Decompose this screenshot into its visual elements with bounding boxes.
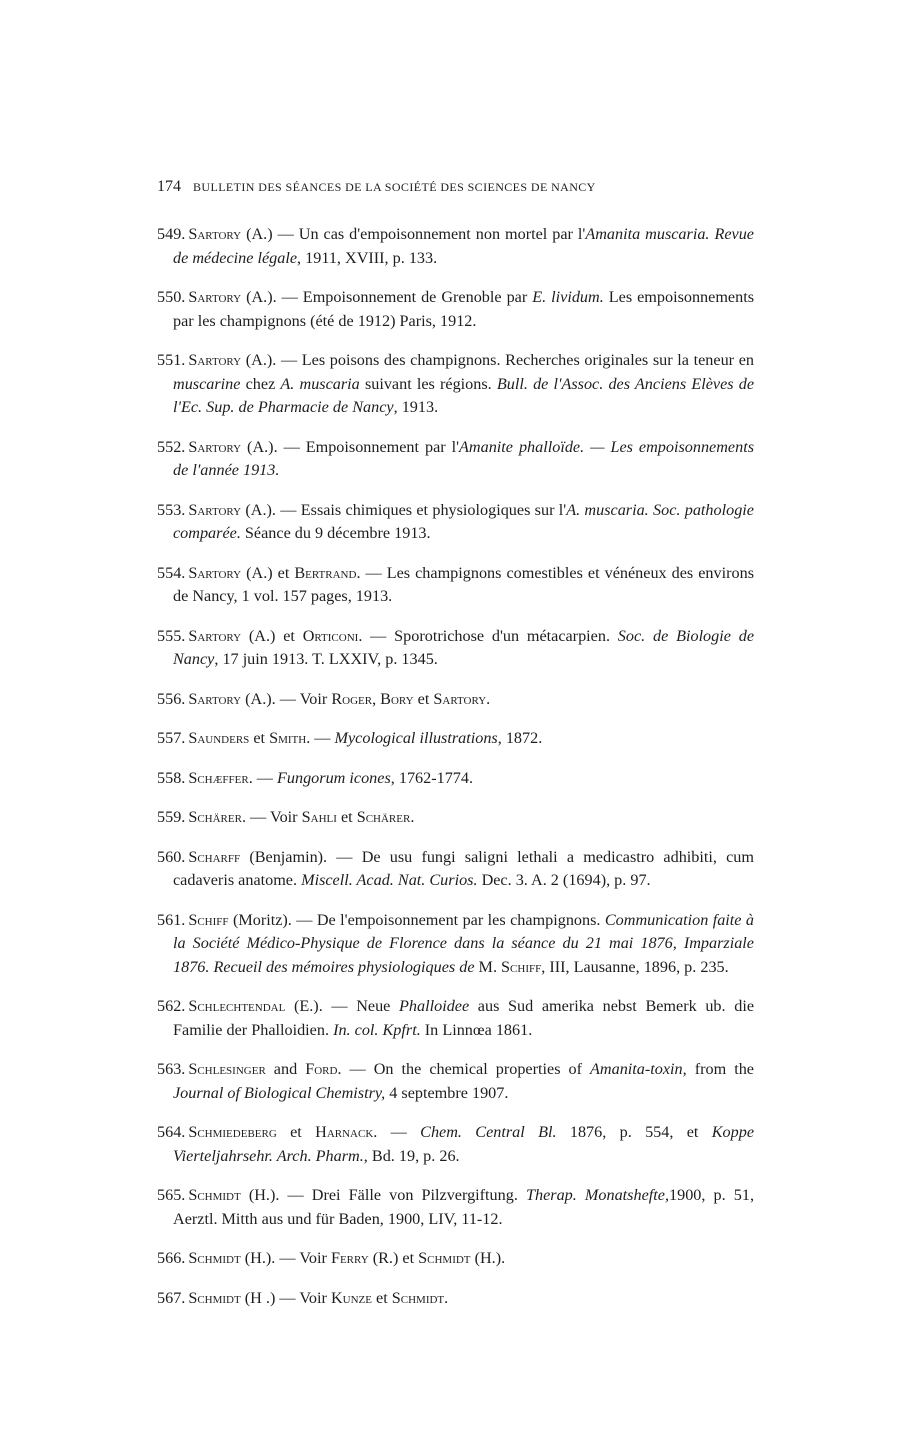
entry-text: , 1913.	[393, 398, 439, 416]
author-name: Schmidt	[188, 1249, 241, 1268]
running-title: BULLETIN DES SÉANCES DE LA SOCIÉTÉ DES SCIENCES DE NANCY	[193, 180, 596, 194]
entry-number: 553.	[157, 500, 186, 519]
author-name: Sartory	[188, 563, 242, 582]
author-name: Schmidt	[188, 1288, 241, 1307]
author-name: Sartory	[188, 500, 242, 519]
entry-number: 550.	[157, 288, 186, 307]
entry-text: (A.). — Empoisonnement par l'	[241, 437, 460, 456]
entry-text: In Linnœa 1861.	[420, 1020, 533, 1039]
bibliography-entry	[157, 1058, 754, 1105]
entry-number: 564.	[157, 1123, 186, 1142]
entry-text: 4 septembre 1907.	[385, 1083, 509, 1102]
author-name: Roger	[331, 689, 373, 708]
entry-italic-text: Fungorum icones	[277, 768, 391, 787]
author-name: Smith	[269, 729, 307, 748]
entry-italic-text: E. lividum.	[532, 288, 604, 307]
entry-italic-text: Phalloidee	[399, 997, 470, 1016]
entry-text: aus Sud amerika nebst Bemerk ub. die Familie der Phalloidien.	[173, 997, 754, 1039]
entry-text: and	[265, 1060, 306, 1079]
entry-text: (H.). — Voir	[240, 1249, 331, 1268]
author-name: Kunze	[330, 1288, 372, 1307]
author-name: Schæffer	[188, 768, 249, 787]
entry-text: . — Les champignons comestibles et vénéneux des environs de Nancy, 1 vol. 157 pages, 1913.	[173, 563, 754, 605]
author-name: Sartory	[188, 626, 242, 645]
bibliography-entry	[157, 846, 754, 893]
bibliography-entry	[157, 767, 754, 790]
entry-text: , 17 juin 1913. T. LXXIV, p. 1345.	[214, 650, 438, 668]
entry-number: 558.	[157, 768, 186, 787]
entry-text: .	[410, 808, 415, 827]
author-name: Ford	[305, 1060, 338, 1079]
bibliography-entry	[157, 727, 754, 750]
entry-text: (H.).	[470, 1249, 506, 1268]
entry-text: (A.). — Les poisons des champignons. Recherches originales sur la teneur en	[241, 351, 754, 370]
author-name: Schmiedeberg	[188, 1123, 277, 1142]
author-name: Schärer	[356, 808, 411, 827]
entry-number: 566.	[157, 1249, 186, 1268]
entry-italic-text: Amanita-toxin,	[590, 1060, 687, 1079]
entry-text: (R.) et	[368, 1249, 419, 1268]
entry-text: (Moritz). — De l'empoisonnement par les champignons.	[228, 910, 605, 929]
entry-text: , 1872.	[497, 729, 543, 748]
bibliography-entry	[157, 1184, 754, 1231]
entry-number: 556.	[157, 689, 186, 708]
entry-text: (A.). — Essais chimiques et physiologiques sur l'	[241, 500, 567, 519]
entry-text: (H .) — Voir	[240, 1288, 331, 1307]
entry-italic-text: Amanita muscaria. Revue de médecine légale	[173, 225, 754, 267]
entry-italic-text: muscarine	[173, 374, 241, 393]
entry-text: et	[276, 1123, 316, 1142]
entry-text: . —	[248, 768, 278, 787]
entry-italic-text: Mycological illustrations	[334, 729, 498, 748]
entry-italic-text: Soc. de Biologie de Nancy	[173, 626, 755, 668]
bibliography-entry	[157, 436, 754, 483]
bibliography-entry	[157, 349, 754, 419]
author-name: Sahli	[301, 808, 337, 827]
author-name: Sartory	[188, 689, 242, 708]
entry-italic-text: Koppe Vierteljahrsehr. Arch. Pharm.	[173, 1123, 755, 1165]
entry-text: et	[413, 689, 434, 708]
entry-text: M.	[474, 957, 502, 976]
entry-text: . — Sporotrichose d'un métacarpien.	[358, 626, 618, 645]
entry-text: , 1762-1774.	[390, 768, 474, 787]
author-name: Harnack	[315, 1123, 374, 1142]
entry-number: 555.	[157, 626, 186, 645]
bibliography-entry	[157, 499, 754, 546]
author-name: Scharff	[188, 847, 241, 866]
entry-text: .	[444, 1288, 449, 1307]
running-header	[157, 176, 762, 198]
entry-text: (A.) et	[241, 563, 295, 582]
entry-text: (H.). — Drei Fälle von Pilzvergiftung.	[240, 1186, 526, 1205]
author-name: Saunders	[188, 729, 250, 748]
entry-italic-text: Amanite phalloïde. — Les empoisonnements de l'année 1913.	[173, 437, 755, 479]
author-name: Schlesinger	[188, 1060, 266, 1079]
author-name: Schiff	[188, 910, 229, 929]
entry-text: , 1911, XVIII, p. 133.	[297, 248, 438, 267]
entry-italic-text: In. col. Kpfrt.	[333, 1020, 421, 1039]
author-name: Schlechtendal	[188, 997, 286, 1016]
author-name: Sartory	[433, 689, 487, 708]
entry-italic-text: Journal of Biological Chemistry,	[173, 1083, 386, 1102]
entry-number: 561.	[157, 910, 186, 929]
author-name: Schmidt	[418, 1249, 471, 1268]
entry-text: . —	[373, 1123, 421, 1142]
bibliography-entry	[157, 909, 754, 979]
entry-italic-text: A. muscaria	[280, 374, 360, 393]
bibliography-entry	[157, 223, 754, 270]
bibliography-entry	[157, 286, 754, 333]
entry-text: chez	[240, 374, 281, 393]
entry-text: (A.). — Voir	[241, 689, 332, 708]
bibliography-entry	[157, 688, 754, 711]
entry-text: .	[486, 689, 491, 708]
entry-number: 563.	[157, 1060, 186, 1079]
bibliography-entry	[157, 995, 754, 1042]
entry-number: 559.	[157, 808, 186, 827]
page-number: 174	[157, 178, 181, 195]
entry-italic-text: Chem. Central Bl.	[420, 1123, 557, 1142]
author-name: Ferry	[330, 1249, 369, 1268]
entry-text: ,	[372, 689, 381, 708]
bibliography-entry	[157, 1247, 754, 1270]
entry-text: . —	[306, 729, 335, 748]
entry-text: suivant les régions.	[359, 374, 497, 393]
entry-text: (A.) et	[241, 626, 303, 645]
author-name: Sartory	[188, 437, 242, 456]
entry-number: 551.	[157, 351, 186, 370]
entry-text: et	[249, 729, 270, 748]
entry-number: 562.	[157, 997, 186, 1016]
bibliography-entry	[157, 1121, 754, 1168]
entry-text: et	[371, 1288, 392, 1307]
entry-number: 549.	[157, 225, 186, 244]
author-name: Sartory	[188, 351, 242, 370]
bibliography-entry	[157, 1287, 754, 1310]
entry-text: 1900, p. 51, Aerztl. Mitth aus und für Baden, 1900, LIV, 11-12.	[173, 1186, 755, 1228]
author-name: Schiff	[501, 957, 542, 976]
entry-text: . — Voir	[241, 808, 302, 827]
entry-italic-text: Therap. Monatshefte,	[526, 1186, 669, 1205]
entry-text: , Bd. 19, p. 26.	[363, 1146, 460, 1165]
entry-italic-text: A. muscaria. Soc. pathologie comparée.	[173, 500, 754, 542]
author-name: Bertrand	[294, 563, 357, 582]
entry-text: , III, Lausanne, 1896, p. 235.	[541, 957, 729, 976]
bibliography-list	[157, 207, 754, 1317]
entry-number: 560.	[157, 847, 186, 866]
entry-text: (A.). — Empoisonnement de Grenoble par	[241, 288, 533, 307]
author-name: Orticoni	[302, 626, 359, 645]
author-name: Schmidt	[188, 1186, 241, 1205]
entry-text: (Benjamin). — De usu fungi saligni lethali a medicastro adhibiti, cum cadaveris anatome.	[173, 847, 754, 890]
author-name: Schärer	[188, 808, 242, 827]
entry-text: et	[336, 808, 357, 827]
author-name: Bory	[380, 689, 414, 708]
entry-text: Les empoisonnements par les champignons (été de 1912) Paris, 1912.	[173, 288, 755, 330]
entry-number: 552.	[157, 437, 186, 456]
entry-number: 565.	[157, 1186, 186, 1205]
author-name: Schmidt	[391, 1288, 445, 1307]
entry-text: (A.) — Un cas d'empoisonnement non mortel par l'	[241, 225, 586, 244]
entry-italic-text: Miscell. Acad. Nat. Curios.	[301, 871, 478, 890]
entry-number: 554.	[157, 563, 186, 582]
entry-text: from the	[686, 1060, 754, 1079]
entry-italic-text: Communication faite à la Société Médico-Physique de Florence dans la séance du 21 mai 1876, Imparziale 1876. Recueil des mémoires physiologiques de	[173, 910, 754, 976]
author-name: Sartory	[188, 288, 242, 307]
author-name: Sartory	[188, 225, 242, 244]
entry-text: (E.). — Neue	[285, 997, 400, 1016]
entry-number: 567.	[157, 1288, 186, 1307]
entry-text: Séance du 9 décembre 1913.	[240, 524, 431, 542]
bibliography-entry	[157, 625, 754, 672]
entry-text: . — On the chemical properties of	[337, 1060, 591, 1079]
entry-text: 1876, p. 554, et	[556, 1123, 712, 1142]
bibliography-entry	[157, 806, 754, 829]
entry-number: 557.	[157, 729, 186, 748]
entry-italic-text: Bull. de l'Assoc. des Anciens Elèves de l'Ec. Sup. de Pharmacie de Nancy	[173, 374, 754, 416]
bibliography-entry	[157, 562, 754, 609]
entry-text: Dec. 3. A. 2 (1694), p. 97.	[477, 871, 651, 890]
